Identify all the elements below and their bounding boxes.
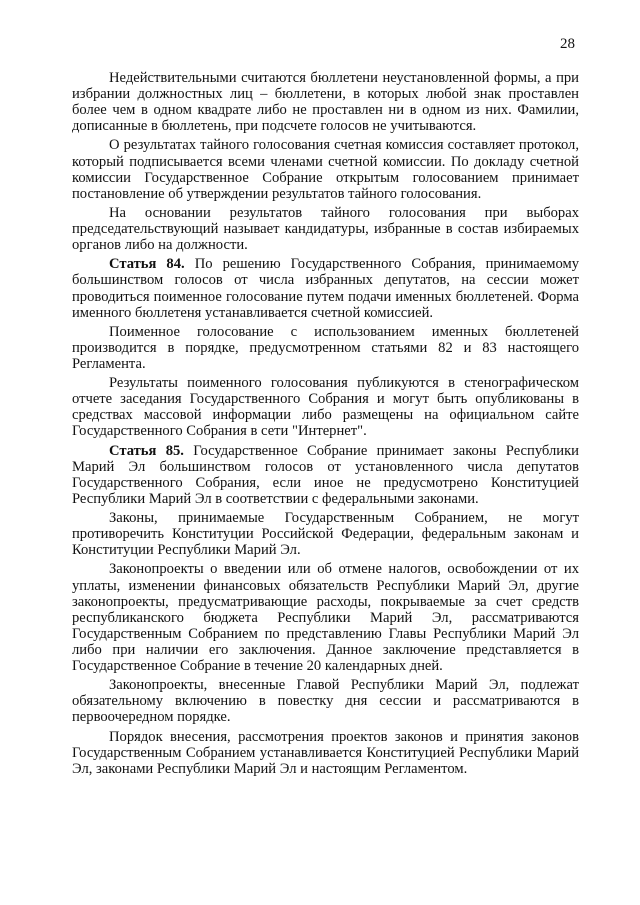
- paragraph-text: Поименное голосование с использованием именных бюллетеней производится в порядке, предусмотренном статьями 82 и 83 настоящего Регламента.: [72, 323, 579, 372]
- article-85-text: Государственное Собрание принимает законы Республики Марий Эл большинством голосов от установленного числа депутатов Государственного Собрания, если иное не предусмотрено Конституцией Республики Марий Эл в соответствии с федеральными законами.: [72, 442, 579, 507]
- paragraph-text: Законы, принимаемые Государственным Собранием, не могут противоречить Конституции Российской Федерации, федеральным законам и Конституции Республики Марий Эл.: [72, 510, 579, 559]
- paragraph-secret-ballot-protocol: [72, 137, 579, 201]
- paragraph-text: Недействительными считаются бюллетени неустановленной формы, а при избрании должностных лиц – бюллетени, в которых любой знак проставлен более чем в одном квадрате либо не проставлен ни в одном из них. Фамилии, дописанные в бюллетень, при подсчете голосов не учитываются.: [72, 70, 579, 135]
- article-85: [72, 443, 579, 507]
- paragraph-procedure: [72, 729, 579, 777]
- paragraph-head-bills: [72, 677, 579, 725]
- article-85-heading: Статья 85.: [109, 442, 184, 459]
- paragraph-text: О результатах тайного голосования счетная комиссия составляет протокол, который подписывается всеми членами счетной комиссии. По докладу счетной комиссии Государственное Собрание открытым голосованием принимает постановление об утверждении результатов тайного голосования.: [72, 137, 579, 202]
- paragraph-laws-constitution: [72, 510, 579, 558]
- paragraph-invalid-ballots: [72, 70, 579, 134]
- article-84: [72, 256, 579, 320]
- article-84-heading: Статья 84.: [109, 256, 185, 273]
- paragraph-text: Результаты поименного голосования публикуются в стенографическом отчете заседания Государственного Собрания и могут быть опубликованы в средствах массовой информации либо размещены на официальном сайте Государственного Собрания в сети "Интернет".: [72, 375, 579, 440]
- paragraph-roll-call-results: [72, 375, 579, 439]
- paragraph-elected-candidates: [72, 205, 579, 253]
- paragraph-text: На основании результатов тайного голосования при выборах председательствующий называет кандидатуры, избранные в состав избираемых органов либо на должности.: [72, 204, 579, 254]
- paragraph-text: Законопроекты о введении или об отмене налогов, освобождении от их уплаты, изменении финансовых обязательств Республики Марий Эл, другие законопроекты, предусматривающие расходы, покрываемые за счет средств республиканского бюджета Республики Марий Эл, рассматриваются Государственным Собранием по представлению Главы Республики Марий Эл либо при наличии его заключения. Данное заключение представляется в Государственное Собрание в течение 20 календарных дней.: [72, 561, 579, 675]
- article-84-text: По решению Государственного Собрания, принимаемому большинством голосов от числа избранных депутатов, на сессии может проводиться поименное голосование путем подачи именных бюллетеней. Форма именного бюллетеня устанавливается счетной комиссией.: [72, 256, 579, 321]
- paragraph-text: Законопроекты, внесенные Главой Республики Марий Эл, подлежат обязательному включению в повестку дня сессии и рассматриваются в первоочередном порядке.: [72, 677, 579, 726]
- paragraph-tax-bills: [72, 561, 579, 674]
- document-body: [72, 70, 579, 780]
- page-number: 28: [560, 36, 575, 52]
- paragraph-roll-call-procedure: [72, 324, 579, 372]
- paragraph-text: Порядок внесения, рассмотрения проектов законов и принятия законов Государственным Собранием устанавливается Конституцией Республики Марий Эл, законами Республики Марий Эл и настоящим Регламентом.: [72, 728, 579, 777]
